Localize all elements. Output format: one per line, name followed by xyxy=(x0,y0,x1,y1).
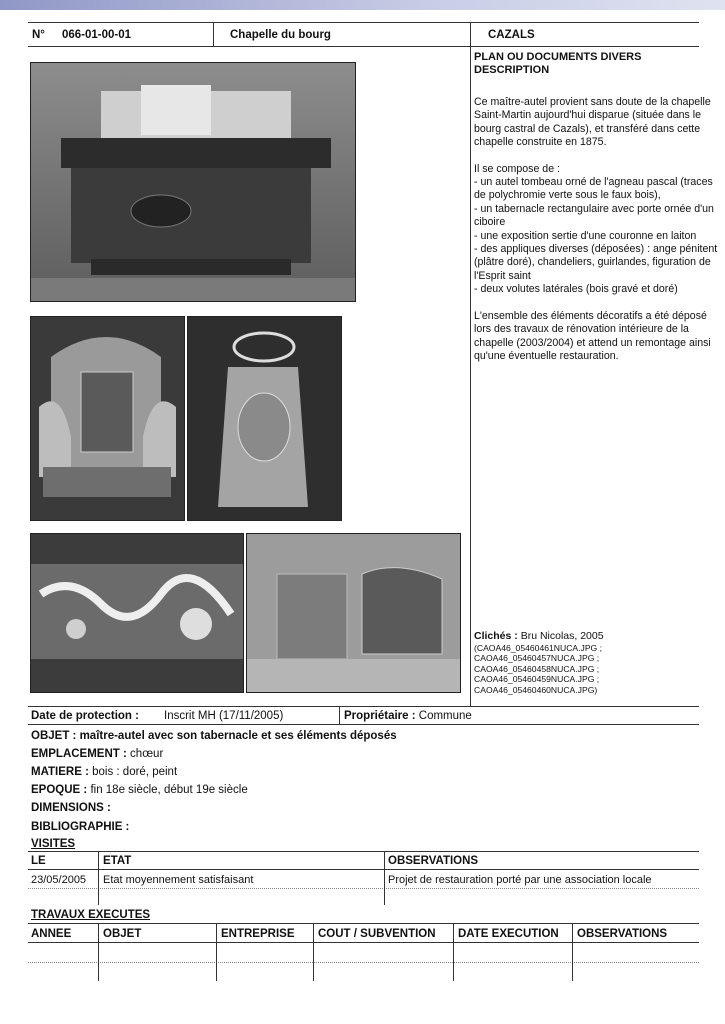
visites-header-rule xyxy=(28,869,699,870)
emplacement-value: chœur xyxy=(130,748,164,760)
protection-bottom-rule xyxy=(28,724,699,725)
commune-name: CAZALS xyxy=(488,29,535,41)
list-item: - un tabernacle rectangulaire avec porte ornée d'un ciboire xyxy=(474,202,714,229)
visites-divider-1 xyxy=(98,851,99,905)
travaux-divider-4 xyxy=(453,923,454,981)
credits-label: Clichés : xyxy=(474,630,518,642)
travaux-top-rule xyxy=(28,923,699,924)
travaux-divider-3 xyxy=(313,923,314,981)
number-label: N° xyxy=(32,29,45,41)
visites-title: VISITES xyxy=(31,838,76,850)
visites-divider-2 xyxy=(384,851,385,905)
photo-credits xyxy=(474,630,719,695)
epoque-value: fin 18e siècle, début 19e siècle xyxy=(90,784,248,796)
composition-intro: Il se compose de : xyxy=(474,162,560,175)
header-divider-1 xyxy=(213,22,214,46)
visites-row-etat: Etat moyennement satisfaisant xyxy=(103,874,254,886)
visites-header-observations: OBSERVATIONS xyxy=(388,855,479,867)
photo-exposition xyxy=(187,316,342,521)
travaux-header-entreprise: ENTREPRISE xyxy=(221,928,295,940)
travaux-row-rule xyxy=(28,962,699,963)
owner xyxy=(344,709,472,723)
dimensions-label: DIMENSIONS : xyxy=(31,802,111,814)
visites-row-date: 23/05/2005 xyxy=(31,874,87,886)
visites-header-etat: ETAT xyxy=(103,855,132,867)
matiere-value: bois : doré, peint xyxy=(92,766,178,778)
header-top-rule xyxy=(28,22,699,23)
description-text xyxy=(474,96,719,376)
travaux-divider-2 xyxy=(216,923,217,981)
list-item: - une exposition sertie d'une couronne en laiton xyxy=(474,229,697,242)
photo-altar-overview xyxy=(30,62,356,302)
travaux-divider-1 xyxy=(98,923,99,981)
travaux-divider-5 xyxy=(572,923,573,981)
matiere-label: MATIERE : xyxy=(31,766,89,778)
column-divider xyxy=(470,22,471,706)
travaux-header-annee: ANNEE xyxy=(31,928,72,940)
travaux-header-objet: OBJET xyxy=(103,928,142,940)
owner-label: Propriétaire : xyxy=(344,710,416,722)
owner-value: Commune xyxy=(418,710,472,722)
visites-top-rule xyxy=(28,851,699,852)
composition-list xyxy=(474,163,719,297)
description-heading: DESCRIPTION xyxy=(474,64,550,76)
visites-row-rule xyxy=(28,888,699,889)
objet-value: maître-autel avec son tabernacle et ses éléments déposés xyxy=(79,730,397,742)
protection-divider xyxy=(339,706,340,724)
top-color-band xyxy=(0,0,725,10)
emplacement-field xyxy=(31,747,163,761)
list-item: - deux volutes latérales (bois gravé et doré) xyxy=(474,283,678,296)
visites-header-date: LE xyxy=(31,855,46,867)
credits-files: (CAOA46_05460461NUCA.JPG ; CAOA46_05460457NUCA.JPG ; CAOA46_05460458NUCA.JPG ; CAOA46_05460459NUCA.JPG ; CAOA46_05460460NUCA.JPG) xyxy=(474,643,603,695)
epoque-label: EPOQUE : xyxy=(31,784,88,796)
inventory-number: 066-01-00-01 xyxy=(62,29,132,41)
travaux-header-date-execution: DATE EXECUTION xyxy=(458,928,559,940)
list-item: - des appliques diverses (déposées) : ange pénitent (plâtre doré), chandeliers, guirlandes, figuration de l'Esprit saint xyxy=(474,243,718,282)
photo-tabernacle xyxy=(30,316,185,521)
header-bottom-rule xyxy=(28,46,699,47)
emplacement-label: EMPLACEMENT : xyxy=(31,748,127,760)
protection-value: Inscrit MH (17/11/2005) xyxy=(164,710,284,722)
visites-row-observations: Projet de restauration porté par une association locale xyxy=(388,874,652,886)
description-paragraph-deposit: L'ensemble des éléments décoratifs a été déposé lors des travaux de rénovation intérieure de la chapelle (2003/2004) et attend un remontage ainsi qu'une éventuelle restauration. xyxy=(474,309,711,362)
photo-side-volutes xyxy=(246,533,461,693)
list-item: - un autel tombeau orné de l'agneau pascal (traces de polychromie verte sous le faux bois), xyxy=(474,176,713,202)
travaux-header-observations: OBSERVATIONS xyxy=(577,928,668,940)
travaux-header-rule xyxy=(28,942,699,943)
description-paragraph-origin: Ce maître-autel provient sans doute de la chapelle Saint-Martin aujourd'hui disparue (située dans le bourg castral de Cazals), et transféré dans cette chapelle construite en 1875. xyxy=(474,96,711,149)
matiere-field xyxy=(31,765,177,779)
travaux-title: TRAVAUX EXECUTES xyxy=(31,909,151,921)
protection-top-rule xyxy=(28,706,699,707)
plan-heading: PLAN OU DOCUMENTS DIVERS xyxy=(474,51,642,63)
travaux-header-cout: COUT / SUBVENTION xyxy=(318,928,436,940)
protection-label: Date de protection : xyxy=(31,710,139,722)
epoque-field xyxy=(31,783,248,797)
objet-field xyxy=(31,729,397,743)
photo-deposited-ornaments xyxy=(30,533,244,693)
objet-label: OBJET : xyxy=(31,730,77,742)
site-name: Chapelle du bourg xyxy=(230,29,331,41)
bibliographie-label: BIBLIOGRAPHIE : xyxy=(31,821,130,833)
credits-author: Bru Nicolas, 2005 xyxy=(520,630,604,642)
